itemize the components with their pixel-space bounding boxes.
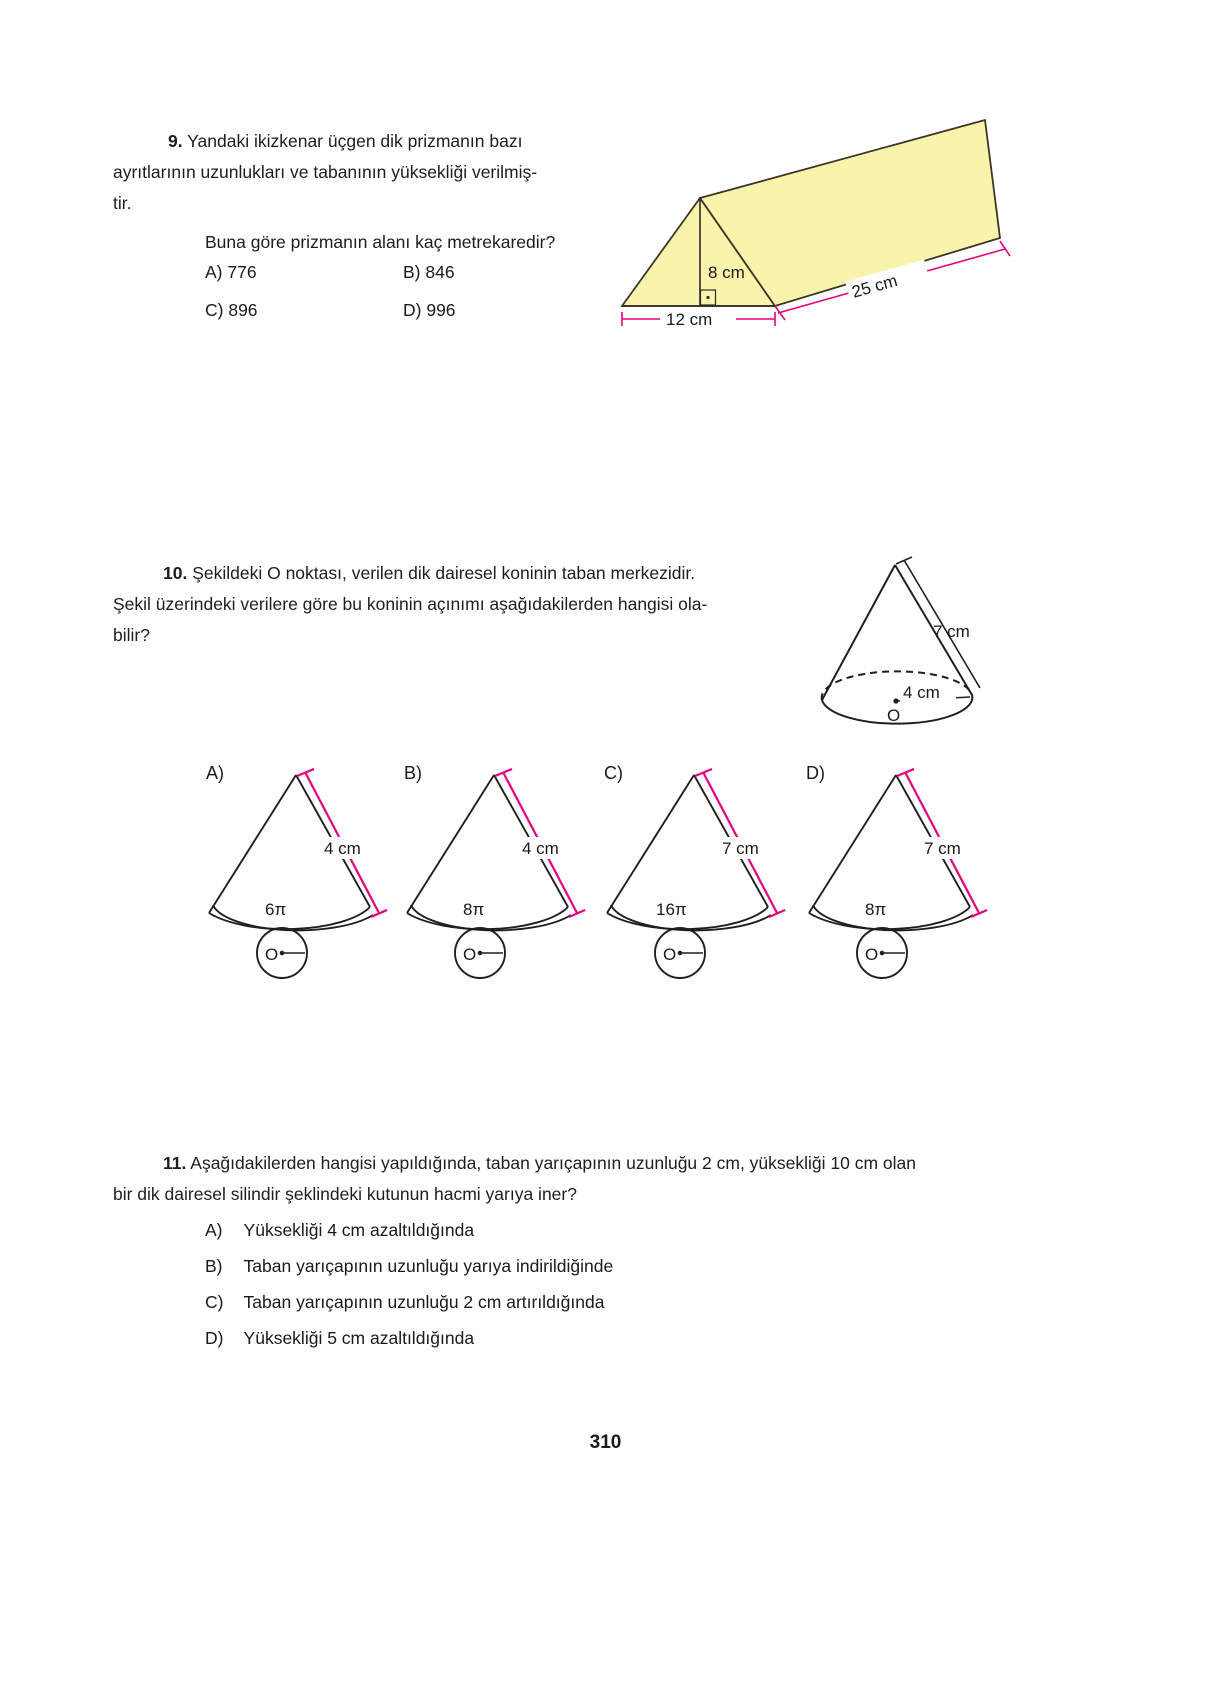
right-angle-dot xyxy=(706,296,709,299)
question-9-option-a[interactable] xyxy=(205,262,257,283)
net-center-label: O xyxy=(663,945,677,964)
question-11-stem-line-2: bir dik dairesel silindir şeklindeki kutunun hacmi yarıya iner? xyxy=(113,1184,577,1204)
net-slant-label: 4 cm xyxy=(324,839,361,858)
question-11-option-d[interactable] xyxy=(205,1323,474,1353)
question-10-stem-line-2: Şekil üzerindeki verilere göre bu koninin açınımı aşağıdakilerden hangisi ola- xyxy=(113,594,708,614)
question-10-stem-line-1: Şekildeki O noktası, verilen dik dairesel koninin taban merkezidir. xyxy=(192,563,696,583)
question-10-option-a-letter[interactable]: A) xyxy=(206,763,224,783)
net-slant-dimension xyxy=(897,769,987,917)
question-10-stem xyxy=(113,558,785,589)
question-10-option-b-figure[interactable] xyxy=(393,765,593,995)
net-slant-label: 4 cm xyxy=(522,839,559,858)
net-left-slant xyxy=(607,775,694,913)
net-slant-dimension xyxy=(297,769,387,917)
question-10-option-d-letter[interactable]: D) xyxy=(806,763,825,783)
question-10-stem-line-3-wrap xyxy=(113,620,785,651)
option-a-text: Yüksekliği 4 cm azaltıldığında xyxy=(243,1220,475,1240)
question-9-stem-line-3: tir. xyxy=(113,193,132,213)
net-arc-label: 16π xyxy=(656,900,687,919)
question-10-stem-line-3: bilir? xyxy=(113,625,150,645)
cone-slant-dimension xyxy=(896,557,980,688)
page-number: 310 xyxy=(589,1432,622,1453)
question-9-stem-line-2-wrap xyxy=(113,157,616,188)
option-a-key: A) xyxy=(205,1220,223,1240)
option-d-key: D) xyxy=(403,300,422,320)
question-11-stem-line-2-wrap xyxy=(113,1179,1053,1210)
question-9-stem-line-2: ayrıtlarının uzunlukları ve tabanının yüksekliği verilmiş- xyxy=(113,162,538,182)
net-slant-label: 7 cm xyxy=(722,839,759,858)
cone-radius-label: 4 cm xyxy=(903,683,940,702)
question-10-stem-line-2-wrap xyxy=(113,589,785,620)
net-center-label: O xyxy=(463,945,477,964)
net-base-circle xyxy=(455,928,505,978)
question-9-stem xyxy=(113,126,616,157)
net-base-circle xyxy=(257,928,307,978)
question-9-ask: Buna göre prizmanın alanı kaç metrekaredir? xyxy=(205,232,556,252)
prism-length-label: 25 cm xyxy=(849,271,900,302)
cone-center-label: O xyxy=(887,706,901,725)
net-center-label: O xyxy=(265,945,279,964)
option-d-key: D) xyxy=(205,1328,224,1348)
net-arc-label: 8π xyxy=(865,900,887,919)
option-c-key: C) xyxy=(205,1292,224,1312)
triangular-prism-figure xyxy=(600,110,1030,340)
net-left-slant xyxy=(809,775,896,913)
question-11-number: 11. xyxy=(163,1153,187,1173)
option-c-text: 896 xyxy=(228,300,258,320)
question-9-option-d[interactable] xyxy=(403,300,456,321)
question-10-number: 10. xyxy=(163,563,188,583)
net-slant-dimension xyxy=(695,769,785,917)
question-11-option-b[interactable] xyxy=(205,1251,613,1281)
net-arc-label: 8π xyxy=(463,900,485,919)
question-9-stem-line-1: Yandaki ikizkenar üçgen dik prizmanın bazı xyxy=(187,131,523,151)
question-9-number: 9. xyxy=(168,131,183,151)
option-b-text: 846 xyxy=(425,262,455,282)
question-10-option-c-letter[interactable]: C) xyxy=(604,763,623,783)
cone-radius-dimension xyxy=(893,683,970,704)
question-9-option-c[interactable] xyxy=(205,300,258,321)
option-a-text: 776 xyxy=(227,262,257,282)
net-base-circle xyxy=(857,928,907,978)
question-10-option-b-letter[interactable]: B) xyxy=(404,763,422,783)
cone-left-slant xyxy=(822,565,895,700)
cone-figure xyxy=(800,545,1020,735)
question-11-stem xyxy=(113,1148,1053,1179)
prism-base-dimension xyxy=(622,308,775,329)
prism-base-label: 12 cm xyxy=(666,310,713,329)
question-11-stem-line-1: Aşağıdakilerden hangisi yapıldığında, taban yarıçapının uzunluğu 2 cm, yüksekliği 10 cm olan xyxy=(190,1153,917,1173)
option-c-text: Taban yarıçapının uzunluğu 2 cm artırıldığında xyxy=(243,1292,605,1312)
option-d-text: 996 xyxy=(426,300,456,320)
option-d-text: Yüksekliği 5 cm azaltıldığında xyxy=(243,1328,475,1348)
cone-center-point xyxy=(893,698,898,703)
question-11-option-a[interactable] xyxy=(205,1215,474,1245)
question-10-option-d-figure[interactable] xyxy=(795,765,995,995)
option-b-key: B) xyxy=(205,1256,223,1276)
option-b-key: B) xyxy=(403,262,421,282)
question-9-option-b[interactable] xyxy=(403,262,455,283)
question-11-option-c[interactable] xyxy=(205,1287,604,1317)
net-arc-label: 6π xyxy=(265,900,287,919)
net-base-circle xyxy=(655,928,705,978)
question-10-option-c-figure[interactable] xyxy=(593,765,793,995)
option-a-key: A) xyxy=(205,262,223,282)
net-left-slant xyxy=(209,775,296,913)
net-slant-label: 7 cm xyxy=(924,839,961,858)
question-10-option-a-figure[interactable] xyxy=(195,765,395,995)
net-slant-dimension xyxy=(495,769,585,917)
net-center-label: O xyxy=(865,945,879,964)
prism-height-label: 8 cm xyxy=(708,263,745,282)
option-b-text: Taban yarıçapının uzunluğu yarıya indirildiğinde xyxy=(243,1256,614,1276)
net-left-slant xyxy=(407,775,494,913)
question-9-stem-line-3-wrap xyxy=(113,188,616,219)
option-c-key: C) xyxy=(205,300,224,320)
cone-slant-label: 7 cm xyxy=(933,622,970,641)
